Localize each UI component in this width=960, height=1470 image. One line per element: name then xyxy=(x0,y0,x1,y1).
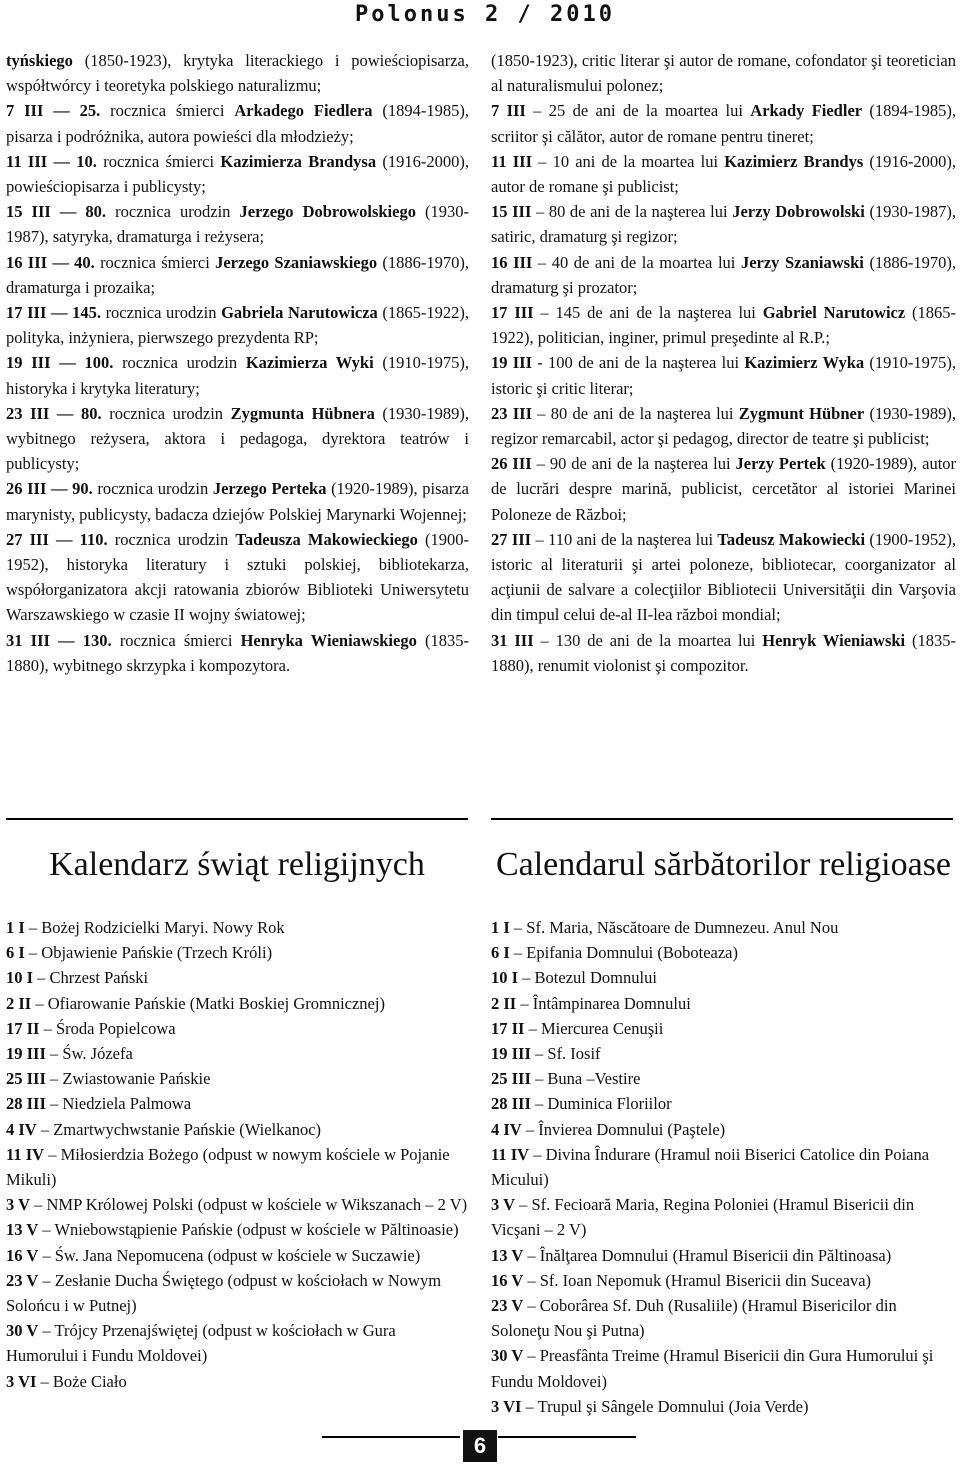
feast-text: – Botezul Domnului xyxy=(522,968,657,988)
entry-name: Arkady Fiedler xyxy=(750,101,863,121)
feast-item xyxy=(6,1142,469,1192)
feast-item xyxy=(6,915,469,940)
feast-date: 10 I xyxy=(491,968,519,988)
feast-date: 23 V xyxy=(6,1270,39,1290)
entry-text: rocznica urodzin xyxy=(115,202,231,222)
feast-date: 3 V xyxy=(6,1195,30,1215)
entry-text: – 90 de ani de la naşterea lui xyxy=(536,454,731,474)
entry-date: 17 III xyxy=(491,303,534,323)
feast-date: 1 I xyxy=(6,918,25,937)
entry-text: (1865-1922), polityka, inżyniera, pierwszego prezydenta RP; xyxy=(6,303,470,348)
feast-text: – Sf. Maria, Născătoare de Dumnezeu. Anul Nou xyxy=(513,918,839,937)
feast-text: – Środa Popielcowa xyxy=(43,1018,176,1038)
entry xyxy=(6,527,469,628)
entry-text: rocznica urodzin xyxy=(122,353,238,373)
entry xyxy=(6,199,469,249)
entry-date: 15 III — 80. xyxy=(6,202,107,222)
entry-name: Henryka Wieniawskiego xyxy=(240,630,417,650)
feast-date: 4 IV xyxy=(491,1119,522,1139)
entry-text: - 100 de ani de la naşterea lui xyxy=(537,353,740,373)
feast-item xyxy=(491,915,956,940)
entry-date: 23 III xyxy=(491,403,533,423)
entry-text: rocznica urodzin xyxy=(105,303,217,323)
page-number: 6 xyxy=(463,1430,497,1462)
entry-name: Jerzego Dobrowolskiego xyxy=(239,202,416,222)
entry-date: 11 III xyxy=(491,151,533,171)
feast-date: 2 II xyxy=(6,993,32,1013)
entry-date: 31 III — 130. xyxy=(6,630,112,650)
entry xyxy=(491,401,956,451)
feast-text: – Trójcy Przenajświętej (odpust w kościołach w Gura Humorului i Fundu Moldovei) xyxy=(6,1321,396,1366)
feast-date: 11 IV xyxy=(6,1144,45,1164)
entry-text: (1916-2000), autor de romane şi publicist; xyxy=(491,151,956,197)
feast-text: – Sf. Iosif xyxy=(535,1044,601,1064)
entry-name: Kazimierz Wyka xyxy=(744,353,865,373)
feast-text: – Sf. Fecioară Maria, Regina Poloniei (Hramul Bisericii din Vicşani – 2 V) xyxy=(491,1195,915,1240)
entry-text: – 145 de ani de la naşterea lui xyxy=(540,303,756,323)
entry xyxy=(491,98,956,148)
feast-date: 4 IV xyxy=(6,1119,37,1139)
entry-text: (1916-2000), powieściopisarza i publicysty; xyxy=(6,151,470,197)
feast-text: – Sf. Ioan Nepomuk (Hramul Bisericii din Suceava) xyxy=(527,1270,872,1290)
polish-anniversaries xyxy=(6,48,469,678)
feast-date: 13 V xyxy=(491,1245,524,1265)
feast-text: – Ofiarowanie Pańskie (Matki Boskiej Gromnicznej) xyxy=(35,993,385,1013)
feast-date: 3 V xyxy=(491,1195,515,1215)
feast-item xyxy=(6,991,469,1016)
feast-date: 17 II xyxy=(491,1018,525,1038)
feast-text: – Miercurea Cenuşii xyxy=(528,1018,664,1038)
feast-date: 30 V xyxy=(6,1321,39,1341)
feast-text: – Învierea Domnului (Paştele) xyxy=(525,1119,726,1139)
polish-feast-list xyxy=(6,915,469,1394)
feast-text: – Zmartwychwstanie Pańskie (Wielkanoc) xyxy=(40,1119,322,1139)
entry-text: (1910-1975), historyka i krytyka literatury; xyxy=(6,353,470,398)
entry xyxy=(6,300,469,350)
feast-date: 3 VI xyxy=(6,1371,37,1391)
entry-date: 15 III xyxy=(491,202,532,222)
entry xyxy=(6,476,469,526)
feast-text: – Duminica Floriilor xyxy=(535,1094,672,1114)
entry-name: tyńskiego xyxy=(6,51,73,70)
entry-date: 7 III — 25. xyxy=(6,101,101,121)
entry-name: Arkadego Fiedlera xyxy=(234,101,373,121)
entry-date: 16 III xyxy=(491,252,533,272)
entry-name: Zygmunt Hübner xyxy=(738,403,865,423)
feast-item xyxy=(491,940,956,965)
entry-text: – 130 de ani de la moartea lui xyxy=(540,630,756,650)
feast-text: – Chrzest Pański xyxy=(37,968,149,988)
header-title: Polonus 2 / 2010 xyxy=(355,2,615,27)
entry-text: – 110 ani de la naşterea lui xyxy=(535,529,714,549)
feast-text: – Zesłanie Ducha Świętego (odpust w kościołach w Nowym Solońcu i w Putnej) xyxy=(6,1270,442,1316)
feast-item xyxy=(491,1268,956,1293)
entry xyxy=(491,350,956,400)
entry-text: (1835-1880), renumit violonist şi compozitor. xyxy=(491,630,957,675)
entry-text: (1894-1985), scriitor şi călător, autor de romane pentru tineret; xyxy=(491,101,957,146)
feast-item xyxy=(6,1243,469,1268)
feast-text: – Divina Îndurare (Hramul noii Biserici Catolice din Poiana Micului) xyxy=(491,1144,930,1190)
feast-text: – Bożej Rodzicielki Maryi. Nowy Rok xyxy=(28,918,285,937)
feast-date: 28 III xyxy=(491,1094,531,1114)
entry-text: (1930-1989), regizor remarcabil, actor şi pedagog, director de teatre şi publicist; xyxy=(491,403,957,449)
entry-date: 27 III xyxy=(491,529,532,549)
feast-date: 19 III xyxy=(491,1044,531,1064)
feast-date: 30 V xyxy=(491,1346,524,1366)
feast-item xyxy=(491,965,956,990)
feast-text: – Niedziela Palmowa xyxy=(50,1094,192,1114)
feast-text: – Św. Jana Nepomucena (odpust w kościele w Suczawie) xyxy=(42,1245,421,1265)
entry xyxy=(6,250,469,300)
entry-text: (1886-1970), dramaturg şi prozator; xyxy=(491,252,957,297)
feast-date: 10 I xyxy=(6,968,34,988)
section-divider-left xyxy=(6,818,468,820)
entry-text: – 25 de ani de la moartea lui xyxy=(533,101,743,121)
entry xyxy=(6,350,469,400)
entry-text: (1920-1989), autor de lucrări despre marină, publicist, cercetător al istoriei Marinei Poloneze de Război; xyxy=(491,454,957,524)
feast-text: – Coborârea Sf. Duh (Rusaliile) (Hramul Bisericilor din Soloneţu Nou şi Putna) xyxy=(491,1296,897,1341)
footer-rule-left xyxy=(322,1436,460,1438)
entry-text: (1886-1970), dramaturga i prozaika; xyxy=(6,252,470,297)
feast-item xyxy=(6,1041,469,1066)
entry-text: (1865-1922), politician, inginer, primul preşedinte al R.P.; xyxy=(491,303,957,348)
entry-date: 16 III — 40. xyxy=(6,252,95,272)
feast-date: 13 V xyxy=(6,1220,39,1240)
feast-item xyxy=(6,965,469,990)
feast-item xyxy=(6,1318,469,1368)
feast-date: 6 I xyxy=(491,943,510,963)
entry xyxy=(491,250,956,300)
entry xyxy=(491,48,956,98)
entry-name: Gabriel Narutowicz xyxy=(762,303,906,323)
feast-item xyxy=(491,991,956,1016)
feast-item xyxy=(491,1243,956,1268)
entry xyxy=(491,527,956,628)
feast-date: 2 II xyxy=(491,993,517,1013)
feast-item xyxy=(6,1192,469,1217)
feast-item xyxy=(491,1041,956,1066)
feast-item xyxy=(6,1117,469,1142)
entry xyxy=(6,98,469,148)
entry-text: (1900-1952), istoric al literaturii şi artei poloneze, bibliotecar, coorganizator al acţiunii de salvare a colecţiilor Bibliotecii Universităţii din Varşovia din timpul celui de-al II-lea război mondial; xyxy=(491,529,957,625)
entry-name: Jerzy Pertek xyxy=(735,454,826,474)
feast-date: 16 V xyxy=(491,1270,524,1290)
feast-text: – Întâmpinarea Domnului xyxy=(520,993,691,1013)
feast-date: 3 VI xyxy=(491,1396,522,1416)
feast-item xyxy=(6,1217,469,1242)
entry-name: Jerzy Dobrowolski xyxy=(732,202,865,222)
feast-item xyxy=(6,1369,469,1394)
feast-item xyxy=(6,1091,469,1116)
romanian-feast-list xyxy=(491,915,956,1419)
feast-text: – Boże Ciało xyxy=(40,1371,127,1391)
feast-item xyxy=(6,1268,469,1318)
entry-text: – 80 de ani de la naşterea lui xyxy=(537,403,734,423)
entry-name: Jerzego Szaniawskiego xyxy=(215,252,378,272)
feast-item xyxy=(491,1293,956,1343)
feast-date: 19 III xyxy=(6,1044,46,1064)
entry-text: rocznica urodzin xyxy=(109,403,224,423)
feast-date: 28 III xyxy=(6,1094,46,1114)
entry-name: Tadeusza Makowieckiego xyxy=(235,529,418,549)
entry-text: (1850-1923), krytyka literackiego i powieściopisarza, współtwórcy i teoretyka polskiego naturalizmu; xyxy=(6,51,469,96)
feast-text: – Św. Józefa xyxy=(50,1044,133,1064)
feast-text: – Înălţarea Domnului (Hramul Bisericii din Păltinoasa) xyxy=(527,1245,892,1265)
feast-text: – NMP Królowej Polski (odpust w kościele w Wikszanach – 2 V) xyxy=(34,1195,468,1215)
romanian-section-title: Calendarul sărbătorilor religioase xyxy=(495,846,952,883)
entry-date: 26 III xyxy=(491,454,532,474)
entry-name: Gabriela Narutowicza xyxy=(221,303,378,323)
entry-text: (1930-1987), satiric, dramaturg şi regizor; xyxy=(491,202,957,247)
feast-date: 25 III xyxy=(6,1069,46,1089)
entry xyxy=(491,300,956,350)
section-divider-right xyxy=(491,818,953,820)
feast-text: – Miłosierdzia Bożego (odpust w nowym kościele w Pojanie Mikuli) xyxy=(6,1144,450,1190)
entry-name: Kazimierza Brandysa xyxy=(220,151,377,171)
feast-date: 23 V xyxy=(491,1296,524,1316)
feast-text: – Objawienie Pańskie (Trzech Króli) xyxy=(28,943,273,963)
entry xyxy=(6,48,469,98)
entry xyxy=(491,149,956,199)
entry-date: 26 III — 90. xyxy=(6,479,93,499)
feast-item xyxy=(491,1016,956,1041)
entry-text: (1835-1880), wybitnego skrzypka i kompozytora. xyxy=(6,630,470,675)
feast-item xyxy=(491,1142,956,1192)
entry-text: (1920-1989), pisarza marynisty, publicysty, badacza dziejów Polskiej Marynarki Wojennej; xyxy=(6,479,469,524)
entry-name: Jerzy Szaniawski xyxy=(740,252,864,272)
entry xyxy=(491,451,956,527)
entry-date: 7 III xyxy=(491,101,526,121)
feast-item xyxy=(6,1066,469,1091)
footer-rule-right xyxy=(498,1436,636,1438)
feast-date: 1 I xyxy=(491,918,510,937)
entry-text: rocznica śmierci xyxy=(103,151,215,171)
entry-text: (1850-1923), critic literar şi autor de romane, cofondator şi teoretician al naturalismului polonez; xyxy=(491,51,956,96)
entry-date: 23 III — 80. xyxy=(6,403,102,423)
entry-name: Kazimierza Wyki xyxy=(245,353,374,373)
feast-text: – Buna –Vestire xyxy=(535,1069,641,1089)
entry-name: Tadeusz Makowiecki xyxy=(717,529,866,549)
polish-section-title: Kalendarz świąt religijnych xyxy=(49,846,425,883)
feast-item xyxy=(491,1343,956,1393)
feast-text: – Preasfânta Treime (Hramul Bisericii din Gura Humorului şi Fundu Moldovei) xyxy=(491,1346,934,1391)
entry-name: Zygmunta Hübnera xyxy=(230,403,375,423)
entry-text: (1910-1975), istoric şi critic literar; xyxy=(491,353,957,398)
feast-text: – Trupul şi Sângele Domnului (Joia Verde) xyxy=(525,1396,809,1416)
feast-item xyxy=(6,940,469,965)
entry-text: rocznica śmierci xyxy=(100,252,210,272)
entry xyxy=(491,199,956,249)
feast-text: – Wniebowstąpienie Pańskie (odpust w kościele w Păltinoasie) xyxy=(42,1220,459,1240)
feast-date: 25 III xyxy=(491,1069,531,1089)
entry-name: Henryk Wieniawski xyxy=(762,630,906,650)
entry-name: Jerzego Perteka xyxy=(212,479,327,499)
entry-name: Kazimierz Brandys xyxy=(724,151,864,171)
entry-text: – 80 de ani de la naşterea lui xyxy=(535,202,728,222)
entry-date: 11 III — 10. xyxy=(6,151,97,171)
entry xyxy=(6,401,469,477)
feast-item xyxy=(491,1117,956,1142)
entry-text: – 40 de ani de la moartea lui xyxy=(537,252,736,272)
entry-text: rocznica śmierci xyxy=(110,101,225,121)
magazine-header xyxy=(0,2,960,32)
feast-date: 6 I xyxy=(6,943,25,963)
feast-text: – Zwiastowanie Pańskie xyxy=(50,1069,211,1089)
feast-date: 11 IV xyxy=(491,1144,530,1164)
entry-text: (1930-1987), satyryka, dramaturga i reżysera; xyxy=(6,202,470,247)
entry xyxy=(6,628,469,678)
feast-date: 17 II xyxy=(6,1018,40,1038)
feast-item xyxy=(491,1192,956,1242)
entry-text: rocznica śmierci xyxy=(119,630,233,650)
entry-date: 27 III — 110. xyxy=(6,529,108,549)
romanian-anniversaries xyxy=(491,48,956,678)
entry-text: (1900-1952), historyka literatury i sztuki polskiej, bibliotekarza, współorganizatora akcji ratowania zbiorów Biblioteki Uniwersytetu Warszawskiego w czasie II wojny światowej; xyxy=(6,529,470,625)
entry-text: rocznica urodzin xyxy=(114,529,229,549)
entry xyxy=(491,628,956,678)
entry-text: (1894-1985), pisarza i podróżnika, autora powieści dla młodzieży; xyxy=(6,101,469,146)
entry-text: – 10 ani de la moartea lui xyxy=(538,151,719,171)
feast-item xyxy=(491,1066,956,1091)
feast-item xyxy=(491,1091,956,1116)
entry-text: rocznica urodzin xyxy=(97,479,209,499)
entry xyxy=(6,149,469,199)
feast-item xyxy=(491,1394,956,1419)
feast-item xyxy=(6,1016,469,1041)
entry-date: 31 III xyxy=(491,630,534,650)
entry-date: 19 III xyxy=(491,353,533,373)
feast-text: – Epifania Domnului (Boboteaza) xyxy=(513,943,738,963)
entry-date: 19 III — 100. xyxy=(6,353,114,373)
feast-date: 16 V xyxy=(6,1245,39,1265)
entry-text: (1930-1989), wybitnego reżysera, aktora i pedagoga, dyrektora teatrów i publicysty; xyxy=(6,403,470,474)
entry-date: 17 III — 145. xyxy=(6,303,101,323)
